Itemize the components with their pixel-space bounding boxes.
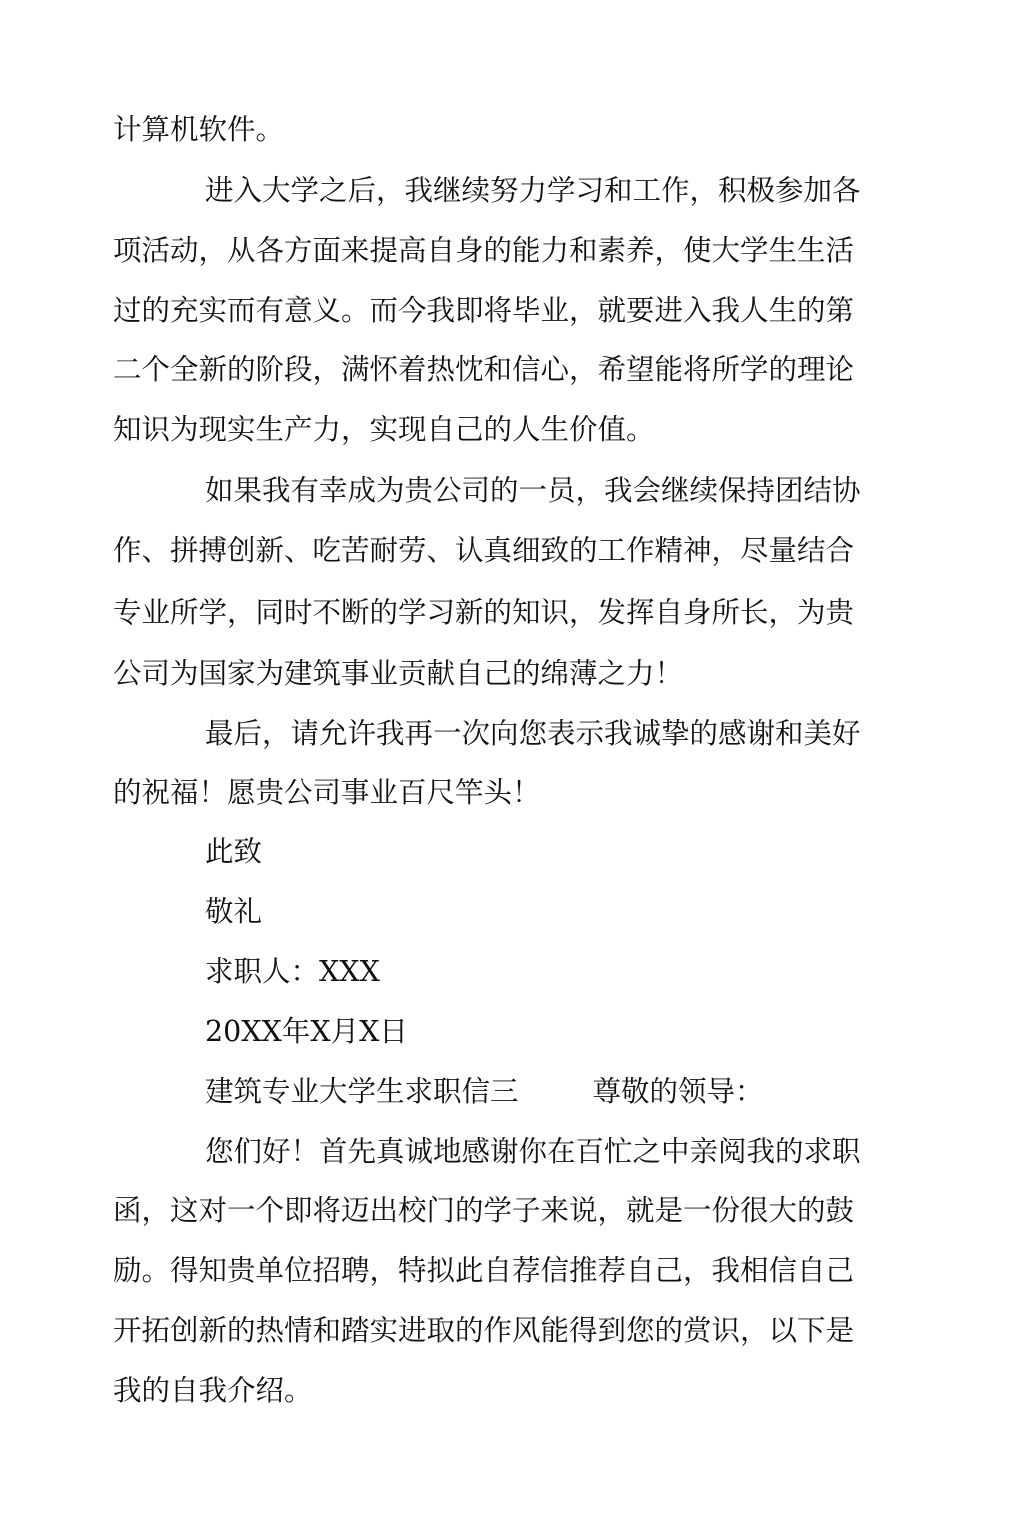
text-line: 过的充实而有意义。而今我即将毕业，就要进入我人生的第: [113, 294, 855, 327]
text-line: 计算机软件。: [113, 113, 285, 146]
text-line: 项活动，从各方面来提高自身的能力和素养，使大学生生活: [113, 234, 855, 267]
text-line: 我的自我介绍。: [113, 1374, 313, 1407]
paragraph-start-line: 您们好！首先真诚地感谢你在百忙之中亲阅我的求职: [205, 1135, 861, 1168]
text-line: 知识为现实生产力，实现自己的人生价值。: [113, 413, 655, 446]
text-line: 开拓创新的热情和踏实进取的作风能得到您的赏识，以下是: [113, 1314, 855, 1347]
section-heading-line: [205, 1074, 764, 1110]
paragraph-start-line: 进入大学之后，我继续努力学习和工作，积极参加各: [205, 174, 861, 207]
section-title: 建筑专业大学生求职信三: [205, 1075, 519, 1108]
closing-respect: 敬礼: [205, 895, 263, 928]
applicant-signature: 求职人：XXX: [205, 955, 380, 988]
letter-date: 20XX年X月X日: [205, 1015, 408, 1048]
text-line: 励。得知贵单位招聘，特拟此自荐信推荐自己，我相信自己: [113, 1254, 855, 1287]
text-line: 作、拼搏创新、吃苦耐劳、认真细致的工作精神，尽量结合: [113, 534, 855, 567]
text-line: 二个全新的阶段，满怀着热忱和信心，希望能将所学的理论: [113, 353, 855, 386]
closing-salutation: 此致: [205, 835, 263, 868]
greeting: 尊敬的领导：: [592, 1075, 764, 1108]
text-line: 函，这对一个即将迈出校门的学子来说，就是一份很大的鼓: [113, 1194, 855, 1227]
text-line: 公司为国家为建筑事业贡献自己的绵薄之力！: [113, 657, 684, 690]
text-line: 的祝福！愿贵公司事业百尺竿头！: [113, 776, 541, 809]
paragraph-start-line: 最后，请允许我再一次向您表示我诚挚的感谢和美好: [205, 717, 861, 750]
text-line: 专业所学，同时不断的学习新的知识，发挥自身所长，为贵: [113, 596, 855, 629]
paragraph-start-line: 如果我有幸成为贵公司的一员，我会继续保持团结协: [205, 474, 861, 507]
